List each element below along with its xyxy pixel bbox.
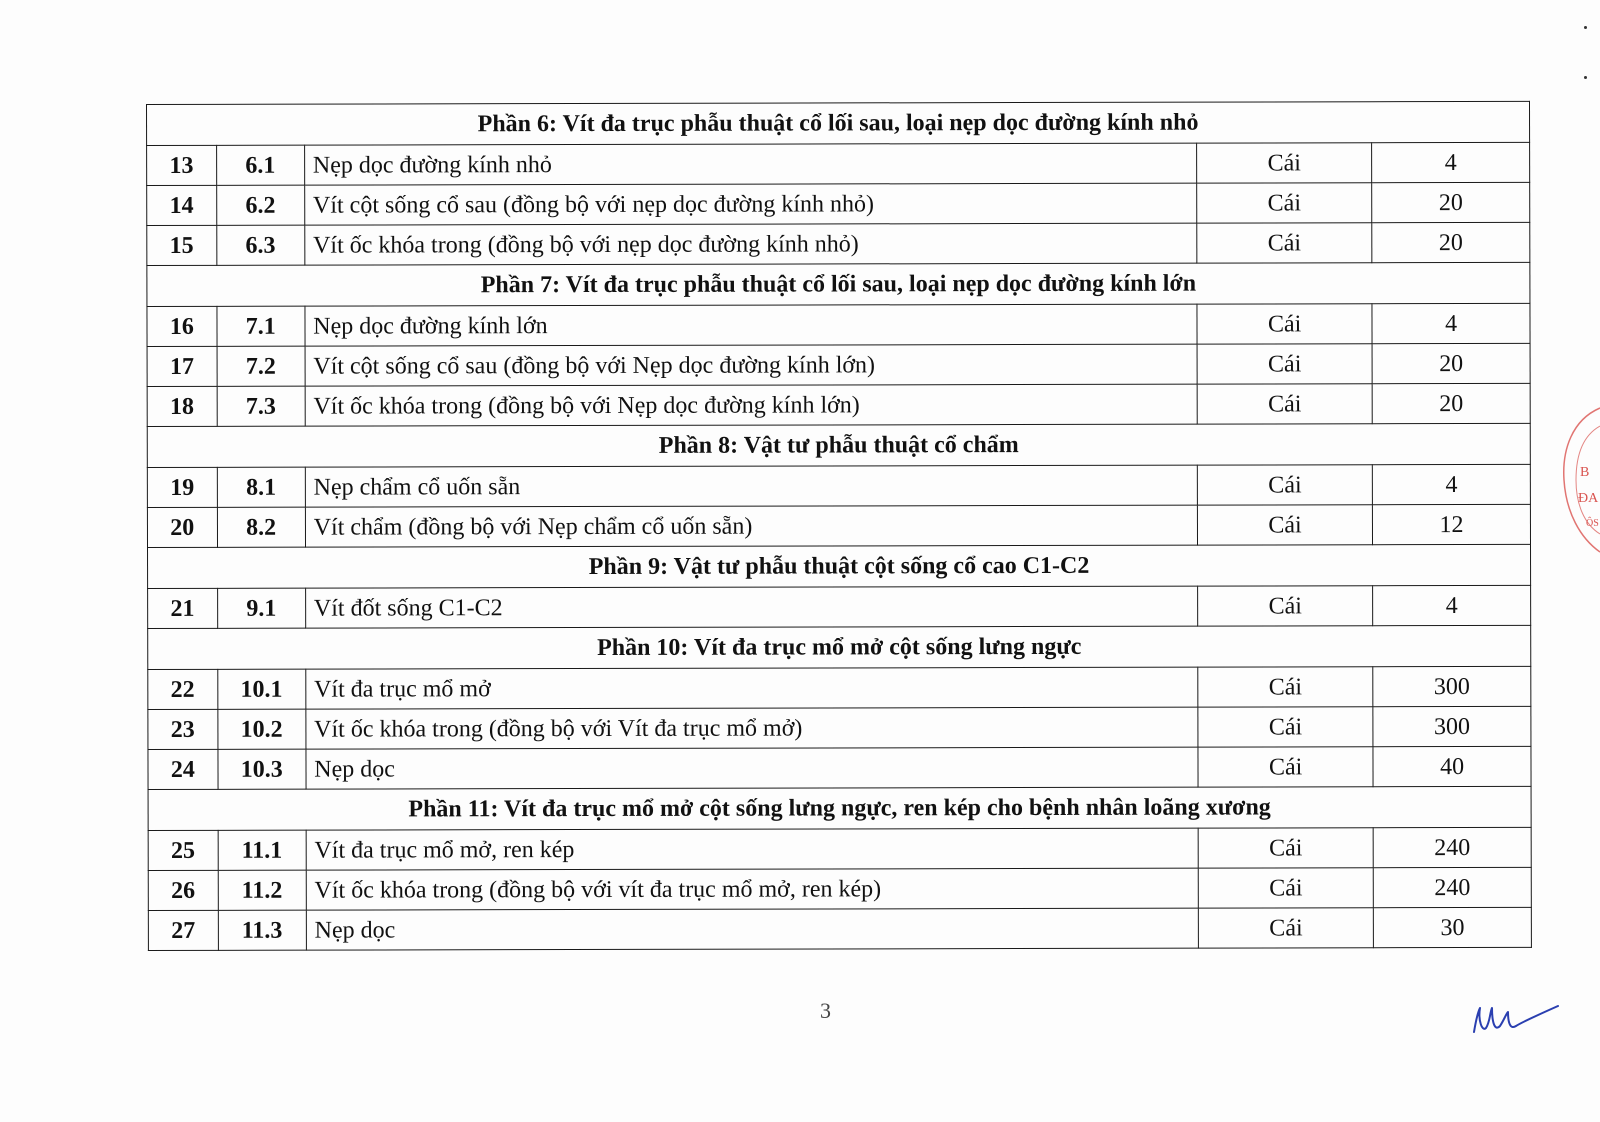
unit-cell: Cái — [1197, 465, 1372, 505]
row-number-cell: 23 — [148, 709, 218, 749]
item-name-cell: Vít ốc khóa trong (đồng bộ với vít đa trục mổ mở, ren kép) — [306, 868, 1198, 910]
table-row — [148, 585, 1531, 628]
item-name-cell: Vít chẩm (đồng bộ với Nẹp chẩm cổ uốn sẵn) — [305, 505, 1197, 547]
row-number-cell: 20 — [147, 507, 217, 547]
quantity-cell: 20 — [1372, 182, 1530, 222]
quantity-cell: 240 — [1373, 827, 1531, 867]
unit-cell: Cái — [1197, 183, 1372, 223]
table-body — [147, 101, 1532, 950]
section-title: Phần 8: Vật tư phẫu thuật cổ chẩm — [147, 423, 1530, 467]
svg-text:ÔS: ÔS — [1586, 518, 1599, 529]
unit-cell: Cái — [1197, 384, 1372, 424]
quantity-cell: 4 — [1372, 303, 1530, 343]
table-row — [148, 706, 1531, 749]
section-title: Phần 11: Vít đa trục mổ mở cột sống lưng ngực, ren kép cho bệnh nhân loãng xương — [148, 786, 1531, 830]
unit-cell: Cái — [1198, 707, 1373, 747]
item-code-cell: 7.3 — [217, 386, 305, 426]
item-code-cell: 10.1 — [217, 669, 305, 709]
table-row — [147, 504, 1530, 547]
item-code-cell: 11.1 — [218, 830, 306, 870]
item-name-cell: Nẹp dọc — [306, 908, 1198, 950]
unit-cell: Cái — [1198, 667, 1373, 707]
svg-text:B: B — [1580, 465, 1590, 480]
item-name-cell: Vít ốc khóa trong (đồng bộ với Nẹp dọc đường kính lớn) — [305, 384, 1197, 426]
section-header-row — [147, 101, 1530, 145]
item-name-cell: Vít đốt sống C1-C2 — [305, 586, 1197, 628]
unit-cell: Cái — [1197, 505, 1372, 545]
row-number-cell: 26 — [148, 870, 218, 910]
item-name-cell: Nẹp dọc đường kính lớn — [305, 304, 1197, 346]
row-number-cell: 16 — [147, 306, 217, 346]
table-row — [148, 827, 1531, 870]
item-code-cell: 10.3 — [218, 749, 306, 789]
table-row — [147, 222, 1530, 265]
unit-cell: Cái — [1198, 908, 1373, 948]
svg-text:ĐA: ĐA — [1578, 491, 1599, 506]
quantity-cell: 4 — [1372, 142, 1530, 182]
official-stamp-fragment — [1560, 400, 1600, 560]
quantity-cell: 4 — [1372, 464, 1530, 504]
row-number-cell: 25 — [148, 830, 218, 870]
item-name-cell: Vít cột sống cổ sau (đồng bộ với nẹp dọc đường kính nhỏ) — [304, 183, 1196, 225]
row-number-cell: 19 — [147, 467, 217, 507]
section-title: Phần 10: Vít đa trục mổ mở cột sống lưng ngực — [148, 625, 1531, 669]
table-row — [147, 142, 1530, 185]
section-header-row — [147, 423, 1530, 467]
item-code-cell: 6.2 — [216, 185, 304, 225]
section-header-row — [148, 544, 1531, 588]
item-name-cell: Vít ốc khóa trong (đồng bộ với Vít đa trục mổ mở) — [306, 707, 1198, 749]
row-number-cell: 13 — [147, 145, 217, 185]
table-row — [148, 746, 1531, 789]
scan-speck — [1584, 26, 1587, 29]
item-code-cell: 7.2 — [217, 346, 305, 386]
unit-cell: Cái — [1198, 747, 1373, 787]
item-name-cell: Vít ốc khóa trong (đồng bộ với nẹp dọc đường kính nhỏ) — [305, 223, 1197, 265]
materials-table — [146, 101, 1532, 951]
quantity-cell: 300 — [1373, 666, 1531, 706]
quantity-cell: 240 — [1373, 867, 1531, 907]
row-number-cell: 14 — [147, 185, 217, 225]
table-row — [147, 303, 1530, 346]
scan-speck — [1584, 76, 1587, 79]
section-title: Phần 7: Vít đa trục phẫu thuật cổ lối sau, loại nẹp dọc đường kính lớn — [147, 262, 1530, 306]
row-number-cell: 24 — [148, 749, 218, 789]
table-row — [147, 182, 1530, 225]
item-code-cell: 8.2 — [217, 507, 305, 547]
section-header-row — [148, 786, 1531, 830]
item-name-cell: Vít cột sống cổ sau (đồng bộ với Nẹp dọc đường kính lớn) — [305, 344, 1197, 386]
quantity-cell: 20 — [1372, 222, 1530, 262]
item-code-cell: 7.1 — [217, 306, 305, 346]
table-row — [148, 666, 1531, 709]
item-code-cell: 11.2 — [218, 870, 306, 910]
unit-cell: Cái — [1197, 223, 1372, 263]
row-number-cell: 15 — [147, 225, 217, 265]
quantity-cell: 12 — [1373, 504, 1531, 544]
table-row — [147, 383, 1530, 426]
handwritten-initials-signature — [1470, 1002, 1560, 1047]
unit-cell: Cái — [1198, 586, 1373, 626]
table-row — [147, 464, 1530, 507]
section-title: Phần 6: Vít đa trục phẫu thuật cổ lối sau, loại nẹp dọc đường kính nhỏ — [147, 101, 1530, 145]
row-number-cell: 27 — [148, 910, 218, 950]
quantity-cell: 20 — [1372, 343, 1530, 383]
section-header-row — [147, 262, 1530, 306]
quantity-cell: 20 — [1372, 383, 1530, 423]
section-title: Phần 9: Vật tư phẫu thuật cột sống cổ cao C1-C2 — [148, 544, 1531, 588]
item-name-cell: Vít đa trục mổ mở — [306, 667, 1198, 709]
item-name-cell: Vít đa trục mổ mở, ren kép — [306, 828, 1198, 870]
page-number: 3 — [820, 998, 831, 1023]
row-number-cell: 17 — [147, 346, 217, 386]
item-name-cell: Nẹp chẩm cổ uốn sẵn — [305, 465, 1197, 507]
table-row — [148, 907, 1531, 950]
unit-cell: Cái — [1197, 143, 1372, 183]
item-code-cell: 6.3 — [216, 225, 304, 265]
section-header-row — [148, 625, 1531, 669]
item-code-cell: 8.1 — [217, 467, 305, 507]
quantity-cell: 4 — [1373, 585, 1531, 625]
unit-cell: Cái — [1198, 828, 1373, 868]
quantity-cell: 300 — [1373, 706, 1531, 746]
quantity-cell: 30 — [1373, 907, 1531, 947]
quantity-cell: 40 — [1373, 746, 1531, 786]
table-row — [148, 867, 1531, 910]
row-number-cell: 22 — [148, 669, 218, 709]
table-row — [147, 343, 1530, 386]
item-name-cell: Nẹp dọc đường kính nhỏ — [304, 143, 1196, 185]
item-name-cell: Nẹp dọc — [306, 747, 1198, 789]
unit-cell: Cái — [1198, 868, 1373, 908]
item-code-cell: 9.1 — [217, 588, 305, 628]
unit-cell: Cái — [1197, 304, 1372, 344]
item-code-cell: 10.2 — [218, 709, 306, 749]
row-number-cell: 18 — [147, 386, 217, 426]
unit-cell: Cái — [1197, 344, 1372, 384]
row-number-cell: 21 — [148, 588, 218, 628]
item-code-cell: 11.3 — [218, 910, 306, 950]
item-code-cell: 6.1 — [216, 145, 304, 185]
